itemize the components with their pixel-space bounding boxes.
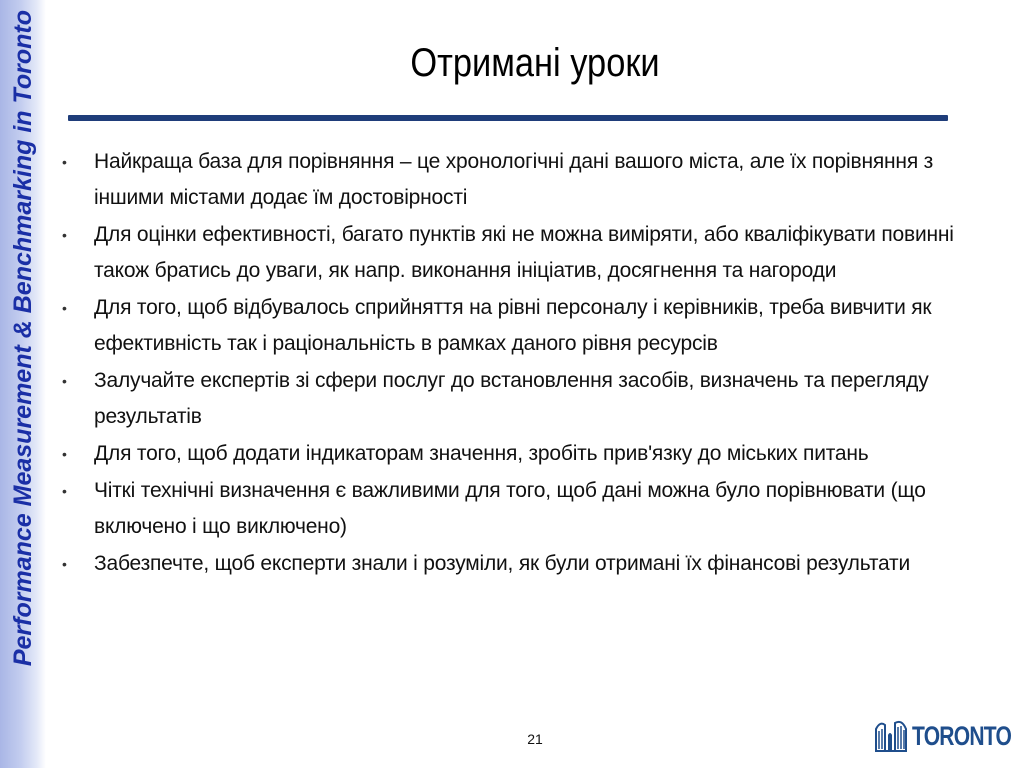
title-divider: [68, 115, 948, 121]
list-item: [60, 290, 990, 362]
list-item: [60, 217, 990, 289]
bullet-list: [60, 144, 990, 583]
toronto-city-hall-icon: [874, 719, 908, 753]
bullet-dot-icon: •: [62, 556, 67, 572]
bullet-text: Забезпечте, щоб експерти знали і розуміли, як були отримані їх фінансові результати: [94, 552, 910, 575]
bullet-dot-icon: •: [62, 446, 67, 462]
bullet-dot-icon: •: [62, 300, 67, 316]
bullet-dot-icon: •: [62, 227, 67, 243]
bullet-text: Залучайте експертів зі сфери послуг до встановлення засобів, визначень та перегляду результатів: [94, 369, 929, 428]
list-item: [60, 436, 990, 472]
toronto-logo: [874, 714, 1024, 758]
bullet-dot-icon: •: [62, 154, 67, 170]
side-brand-text: Performance Measurement & Benchmarking in Toronto: [8, 10, 37, 667]
logo-wordmark: TORONTO: [912, 720, 1012, 751]
bullet-dot-icon: •: [62, 483, 67, 499]
list-item: [60, 473, 990, 545]
page-number: 21: [527, 731, 543, 747]
bullet-dot-icon: •: [62, 373, 67, 389]
bullet-text: Для того, щоб додати індикаторам значення, зробіть прив'язку до міських питань: [94, 442, 869, 465]
list-item: [60, 144, 990, 216]
list-item: [60, 363, 990, 435]
bullet-text: Чіткі технічні визначення є важливими для того, щоб дані можна було порівнювати (що включено і що виключено): [94, 479, 926, 538]
bullet-text: Для того, щоб відбувалось сприйняття на рівні персоналу і керівників, треба вивчити як ефективність так і раціональність в рамках даного рівня ресурсів: [94, 296, 932, 355]
bullet-text: Для оцінки ефективності, багато пунктів які не можна виміряти, або кваліфікувати повинні також братись до уваги, як напр. виконання ініціатив, досягнення та нагороди: [94, 223, 954, 282]
list-item: [60, 546, 990, 582]
slide-title: Отримані уроки: [410, 41, 660, 85]
bullet-text: Найкраща база для порівняння – це хронологічні дані вашого міста, але їх порівняння з іншими містами додає їм достовірності: [94, 150, 934, 209]
